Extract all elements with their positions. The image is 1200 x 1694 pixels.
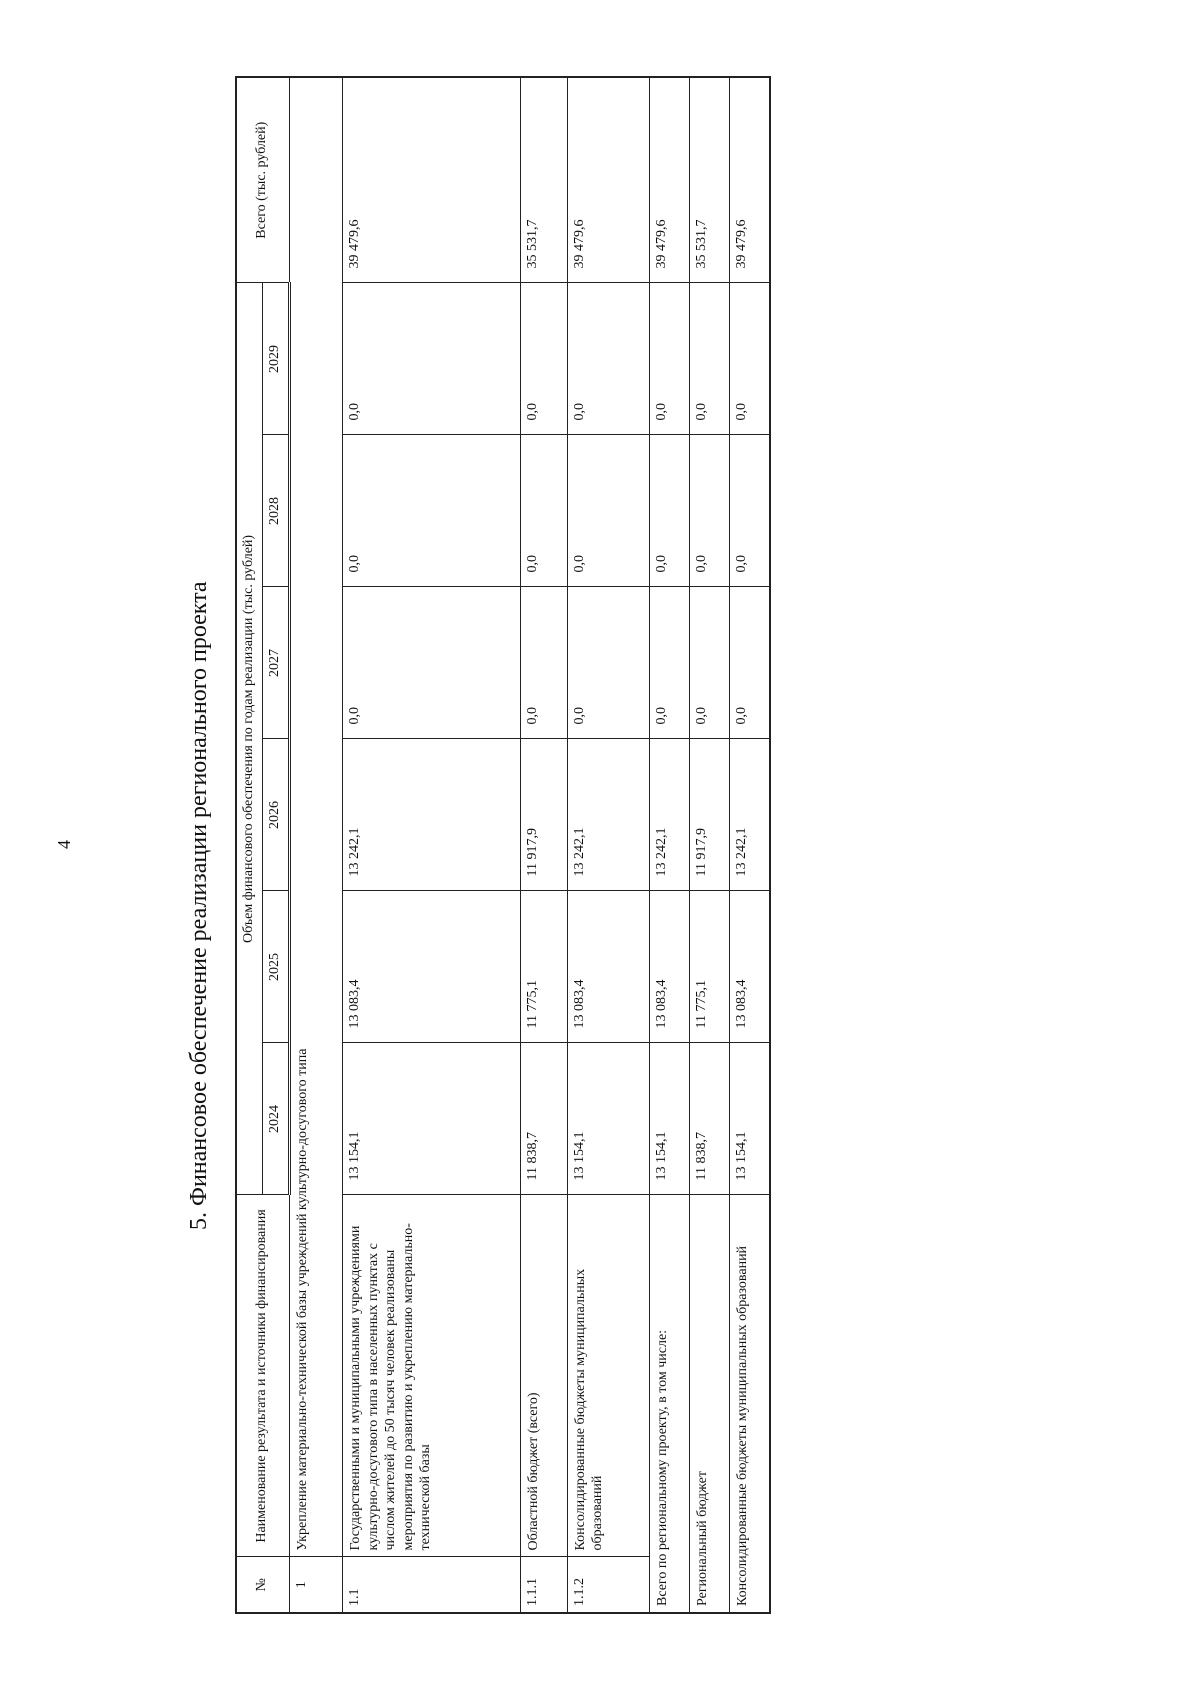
header-name: Наименование результата и источники финансирования — [236, 1195, 289, 1557]
header-row-1 — [236, 77, 262, 1613]
cell-total: 35 531,7 — [521, 77, 568, 283]
cell-no: 1.1 — [343, 1557, 521, 1613]
cell-name: Государственными и муниципальными учреждениями культурно-досугового типа в населенных пунктах с числом жителей до 50 тысяч человек реализованы мероприятия по развитию и укреплению материально-технической базы — [343, 1195, 521, 1557]
cell-value: 11 838,7 — [521, 1043, 568, 1195]
header-year: 2025 — [262, 891, 289, 1043]
summary-name: Региональный бюджет — [690, 1195, 730, 1613]
cell-value: 0,0 — [567, 435, 649, 587]
header-year: 2024 — [262, 1043, 289, 1195]
cell-value: 0,0 — [730, 587, 770, 739]
table-row — [343, 77, 521, 1613]
header-volume: Объем финансового обеспечения по годам реализации (тыс. рублей) — [236, 283, 262, 1195]
summary-row — [730, 77, 770, 1613]
section-row — [289, 77, 342, 1613]
summary-name: Консолидированные бюджеты муниципальных образований — [730, 1195, 770, 1613]
cell-value: 0,0 — [521, 283, 568, 435]
header-year: 2027 — [262, 587, 289, 739]
cell-value: 11 775,1 — [690, 891, 730, 1043]
cell-value: 0,0 — [730, 283, 770, 435]
cell-value: 13 242,1 — [343, 739, 521, 891]
cell-value: 0,0 — [567, 283, 649, 435]
cell-value: 13 154,1 — [730, 1043, 770, 1195]
cell-name: Областной бюджет (всего) — [521, 1195, 568, 1557]
cell-value: 13 083,4 — [730, 891, 770, 1043]
cell-total: 39 479,6 — [650, 77, 690, 283]
cell-value: 0,0 — [690, 283, 730, 435]
header-year: 2026 — [262, 739, 289, 891]
section-title: 5. Финансовое обеспечение реализации регионального проекта — [186, 581, 212, 1230]
cell-no: 1.1.2 — [567, 1557, 649, 1613]
header-no: № — [236, 1557, 289, 1613]
cell-total: 35 531,7 — [690, 77, 730, 283]
cell-value: 11 775,1 — [521, 891, 568, 1043]
table-row — [567, 77, 649, 1613]
cell-value: 13 083,4 — [650, 891, 690, 1043]
cell-value: 13 154,1 — [650, 1043, 690, 1195]
cell-value: 0,0 — [690, 435, 730, 587]
cell-value: 0,0 — [650, 587, 690, 739]
summary-name: Всего по региональному проекту, в том числе: — [650, 1195, 690, 1613]
cell-value: 0,0 — [521, 587, 568, 739]
table-row — [521, 77, 568, 1613]
cell-value: 0,0 — [730, 435, 770, 587]
cell-value: 11 917,9 — [521, 739, 568, 891]
page-number: 4 — [54, 840, 74, 849]
cell-name: Консолидированные бюджеты муниципальных образований — [567, 1195, 649, 1557]
cell-no: 1 — [289, 1557, 342, 1613]
cell-value: 0,0 — [567, 587, 649, 739]
header-year: 2029 — [262, 283, 289, 435]
cell-value: 13 154,1 — [567, 1043, 649, 1195]
cell-total: 39 479,6 — [730, 77, 770, 283]
header-year: 2028 — [262, 435, 289, 587]
financing-table — [235, 76, 771, 1614]
summary-row — [690, 77, 730, 1613]
header-total: Всего (тыс. рублей) — [236, 77, 289, 283]
cell-value: 11 917,9 — [690, 739, 730, 891]
cell-value: 0,0 — [343, 283, 521, 435]
cell-no: 1.1.1 — [521, 1557, 568, 1613]
cell-value: 13 083,4 — [567, 891, 649, 1043]
financing-table-container — [235, 78, 771, 1614]
cell-value: 0,0 — [343, 435, 521, 587]
cell-value: 13 242,1 — [650, 739, 690, 891]
cell-value: 0,0 — [650, 435, 690, 587]
cell-total: 39 479,6 — [567, 77, 649, 283]
cell-value: 13 083,4 — [343, 891, 521, 1043]
cell-total: 39 479,6 — [343, 77, 521, 283]
cell-value: 0,0 — [521, 435, 568, 587]
cell-value: 13 242,1 — [567, 739, 649, 891]
cell-value: 0,0 — [650, 283, 690, 435]
cell-value: 13 154,1 — [343, 1043, 521, 1195]
cell-value: 0,0 — [690, 587, 730, 739]
cell-value: 13 242,1 — [730, 739, 770, 891]
cell-value: 0,0 — [343, 587, 521, 739]
summary-row — [650, 77, 690, 1613]
cell-value: 11 838,7 — [690, 1043, 730, 1195]
section-name: Укрепление материально-технической базы учреждений культурно-досугового типа — [289, 77, 342, 1557]
